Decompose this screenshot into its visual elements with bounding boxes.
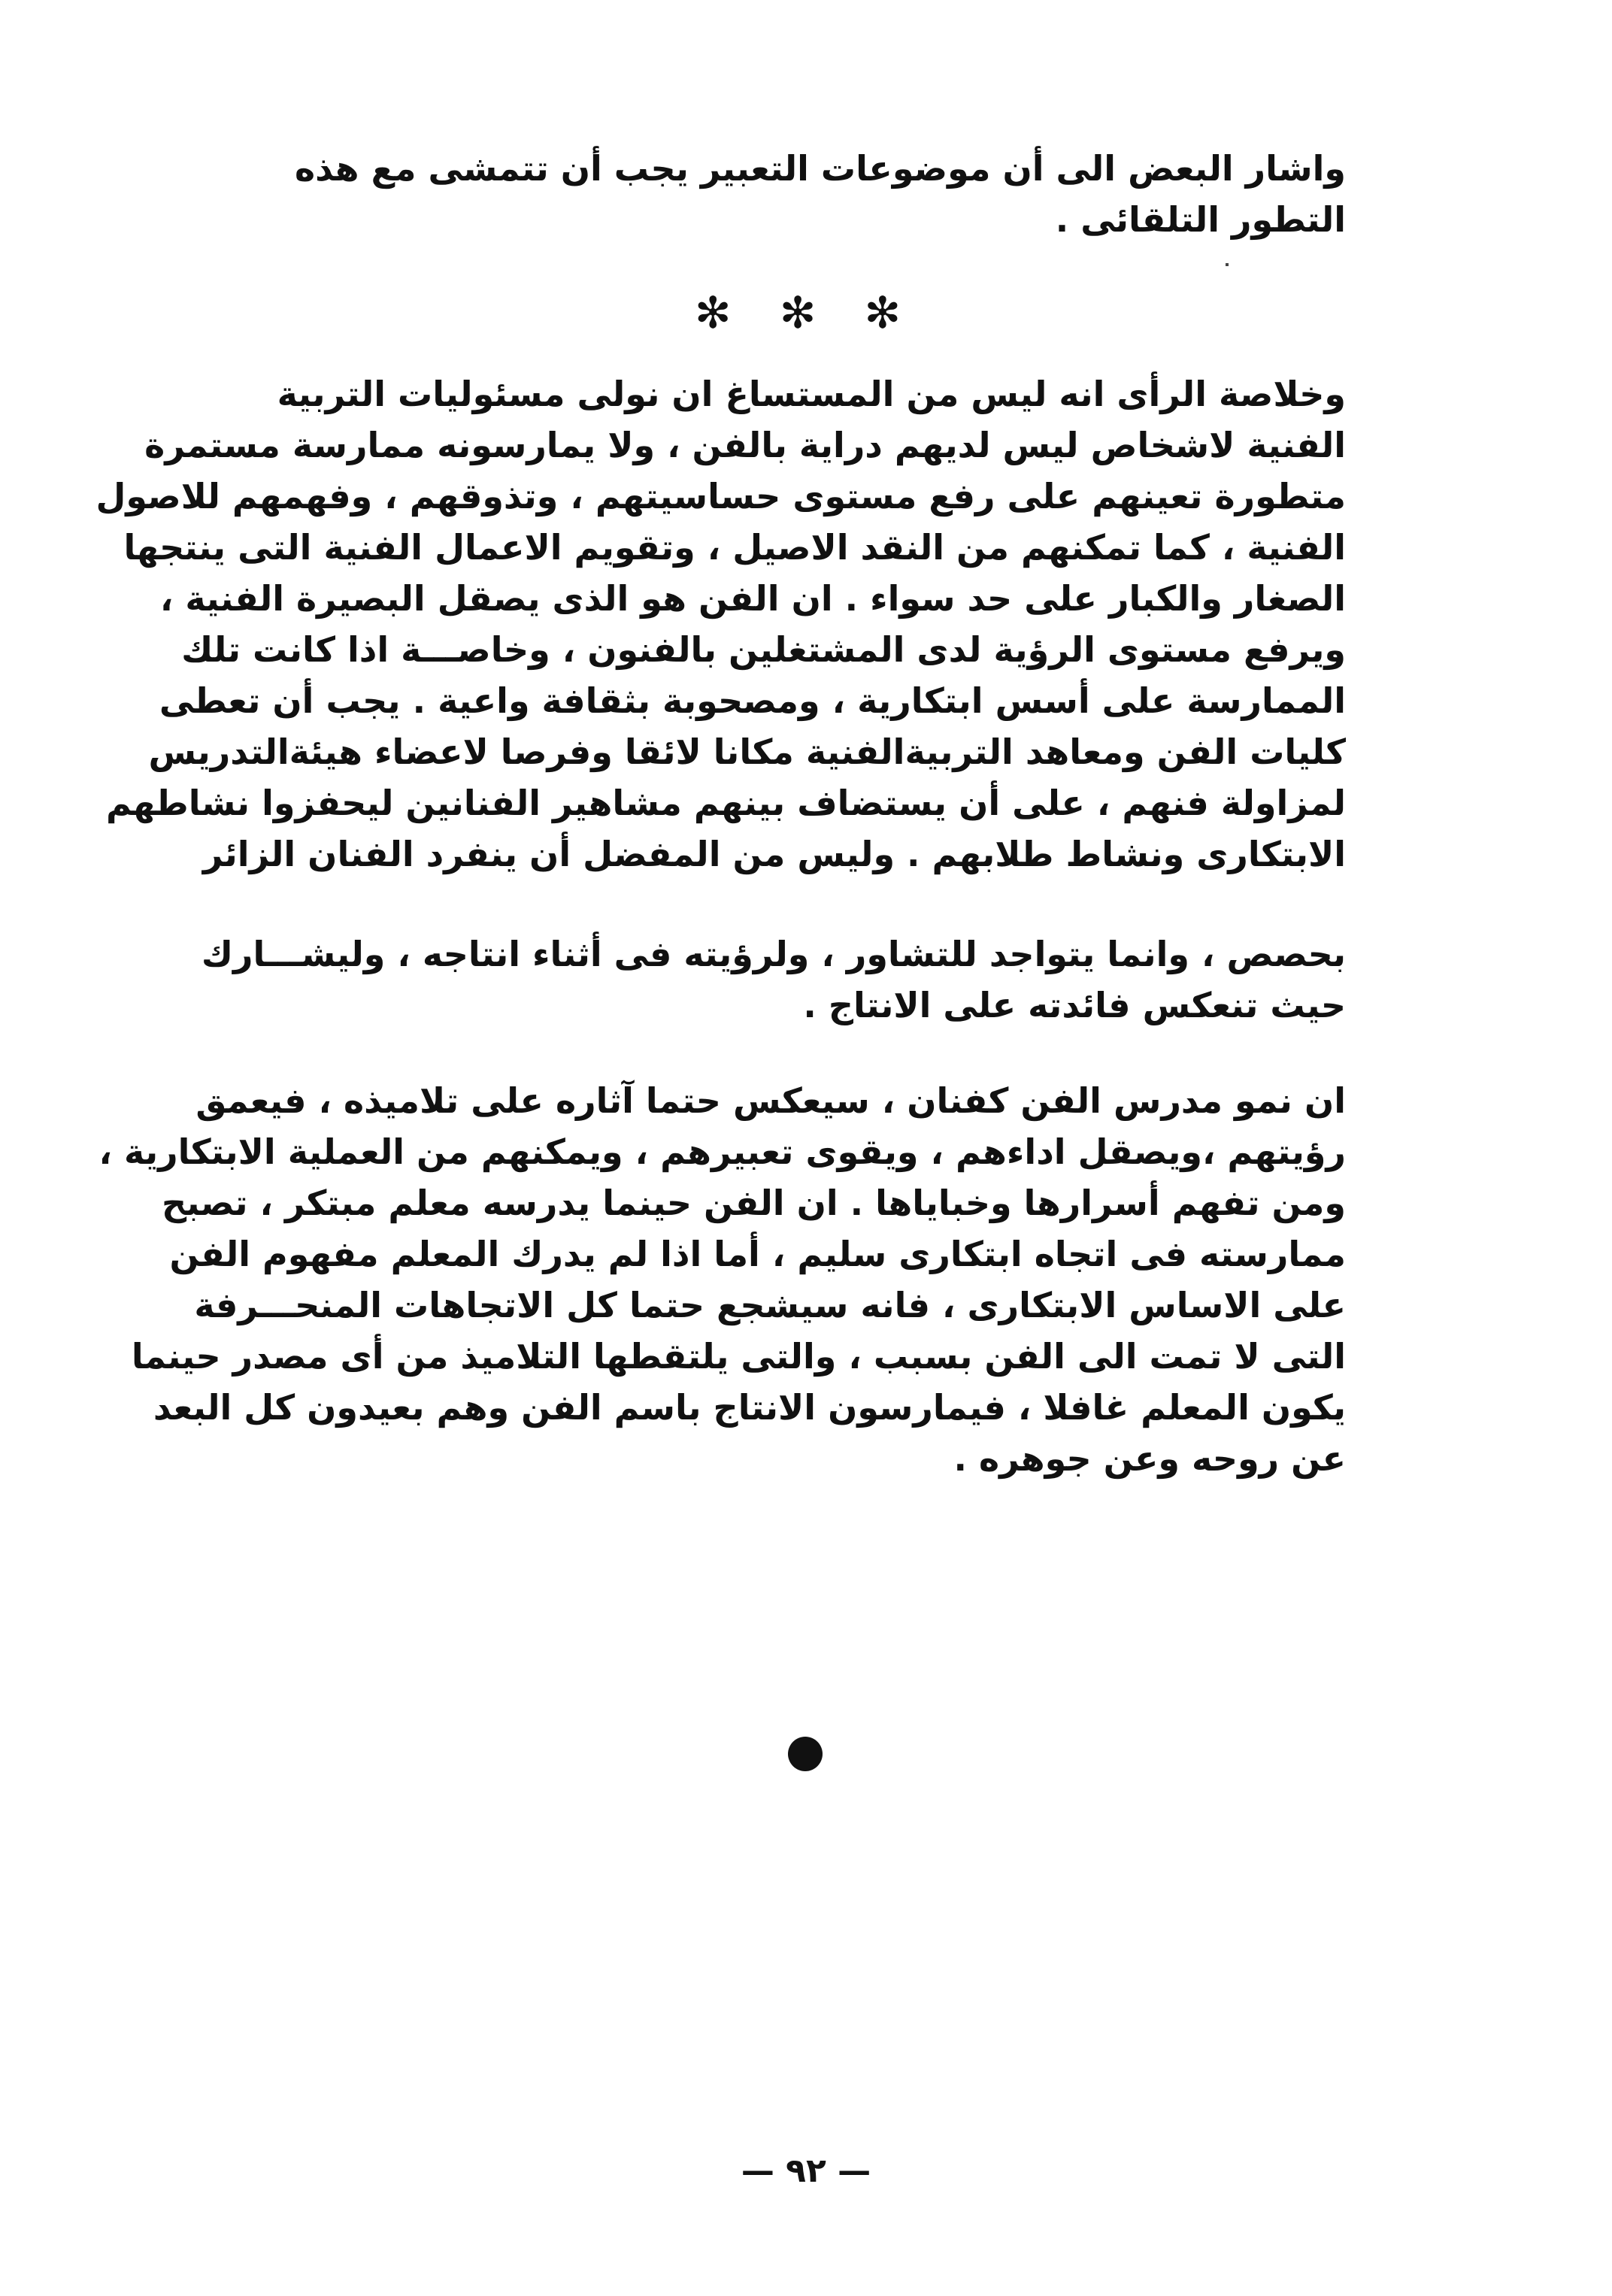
text-line: على الاساس الابتكارى ، فانه سيشجع حتما كل الاتجاهات المنحـــرفة xyxy=(194,1285,1346,1325)
text-line: الابتكارى ونشاط طلابهم . وليس من المفضل أن ينفرد الفنان الزائر xyxy=(202,834,1346,874)
paragraph-visiting-artist xyxy=(201,928,1346,1031)
section-separator: ✻ ✻ ✻ xyxy=(694,287,918,338)
text-line: ممارسته فى اتجاه ابتكارى سليم ، أما اذا لم يدرك المعلم مفهوم الفن xyxy=(169,1234,1346,1274)
text-line: التطور التلقائى . xyxy=(1055,199,1346,240)
text-line: الممارسة على أسس ابتكارية ، ومصحوبة بثقافة واعية . يجب أن تعطى xyxy=(159,680,1346,721)
text-line: ان نمو مدرس الفن كفنان ، سيعكس حتما آثاره على تلاميذه ، فيعمق xyxy=(195,1080,1346,1121)
text-line: لمزاولة فنهم ، على أن يستضاف بينهم مشاهير الفنانين ليحفزوا نشاطهم xyxy=(105,783,1346,823)
text-line: التى لا تمت الى الفن بسبب ، والتى يلتقطها التلاميذ من أى مصدر حينما xyxy=(131,1336,1346,1377)
text-line: الصغار والكبار على حد سواء . ان الفن هو الذى يصقل البصيرة الفنية ، xyxy=(159,578,1346,619)
text-line: كليات الفن ومعاهد التربيةالفنية مكانا لائقا وفرصا لاعضاء هيئةالتدريس xyxy=(148,732,1346,772)
text-line: وخلاصة الرأى انه ليس من المستساغ ان نولى مسئوليات التربية xyxy=(277,374,1346,414)
paragraph-summary xyxy=(95,368,1346,880)
text-line: رؤيتهم ،ويصقل اداءهم ، ويقوى تعبيرهم ، ويمكنهم من العملية الابتكارية ، xyxy=(98,1131,1346,1172)
page-number: — ٩٢ — xyxy=(741,2152,871,2190)
text-line: واشار البعض الى أن موضوعات التعبير يجب أن تتمشى مع هذه xyxy=(294,148,1346,189)
text-line: حيث تنعكس فائدته على الانتاج . xyxy=(803,985,1346,1025)
stray-dot xyxy=(1226,263,1229,266)
text-line: يكون المعلم غافلا ، فيمارسون الانتاج باسم الفن وهم بعيدون كل البعد xyxy=(153,1387,1346,1428)
paragraph-intro xyxy=(256,143,1346,245)
text-line: ومن تفهم أسرارها وخباياها . ان الفن حينما يدرسه معلم مبتكر ، تصبح xyxy=(161,1183,1346,1223)
text-line: الفنية ، كما تمكنهم من النقد الاصيل ، وتقويم الاعمال الفنية التى ينتجها xyxy=(123,527,1346,568)
text-line: ويرفع مستوى الرؤية لدى المشتغلين بالفنون ، وخاصـــة اذا كانت تلك xyxy=(181,629,1346,670)
paragraph-teacher-growth xyxy=(98,1075,1346,1484)
end-dot-ornament xyxy=(788,1737,823,1771)
text-line: الفنية لاشخاص ليس لديهم دراية بالفن ، ولا يمارسونه ممارسة مستمرة xyxy=(144,425,1346,465)
text-line: عن روحه وعن جوهره . xyxy=(953,1438,1346,1479)
text-line: بحصص ، وانما يتواجد للتشاور ، ولرؤيته فى أثناء انتاجه ، وليشـــارك xyxy=(201,934,1346,974)
text-line: متطورة تعينهم على رفع مستوى حساسيتهم ، وتذوقهم ، وفهمهم للاصول xyxy=(95,476,1346,516)
